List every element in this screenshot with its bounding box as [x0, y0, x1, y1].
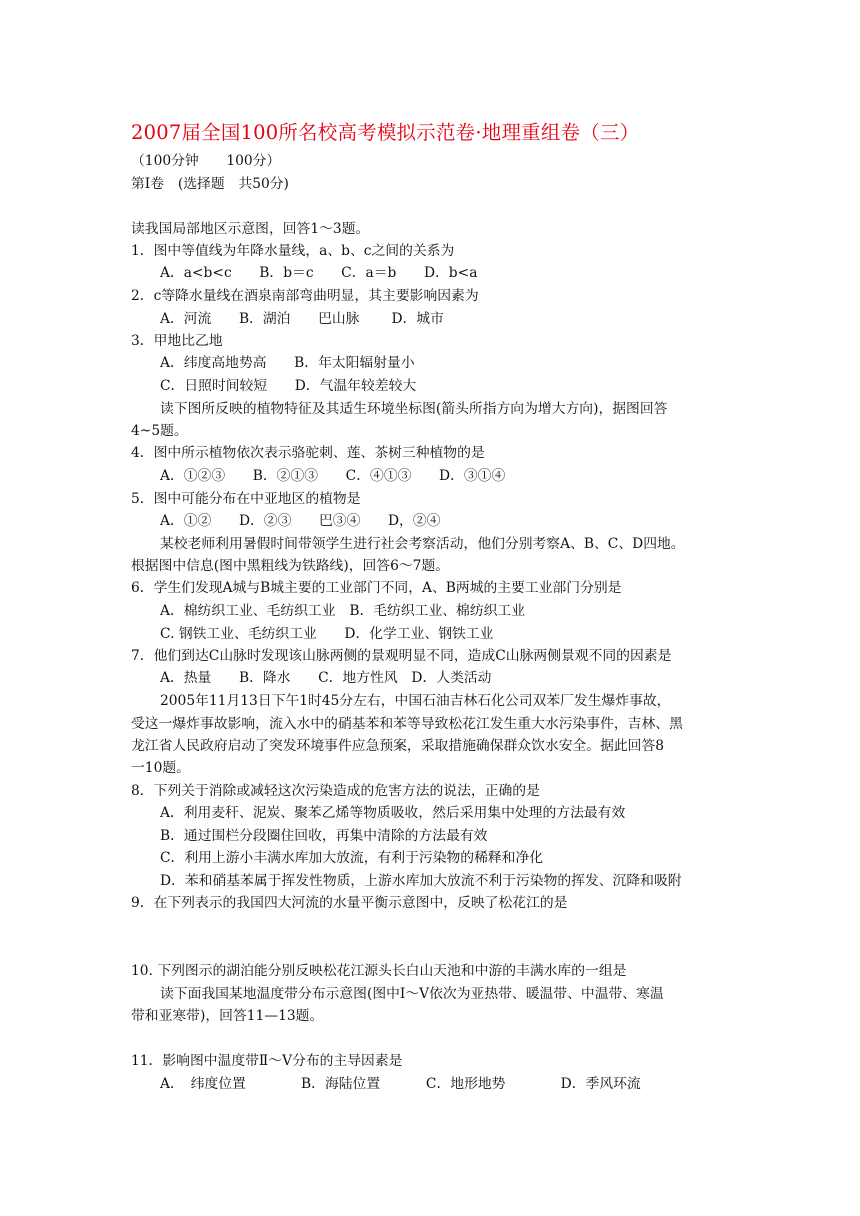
question-7-options: A．热量 B．降水 C．地方性风 D．人类活动 — [160, 670, 492, 686]
time-score-line: （100分钟 100分） — [131, 153, 281, 169]
question-7: 7．他们到达C山脉时发现该山脉两侧的景观明显不同，造成C山脉两侧景观不同的因素是 — [131, 648, 672, 664]
question-5-options: A．①② D．②③ 巴③④ D，②④ — [160, 513, 441, 529]
question-9: 9．在下列表示的我国四大河流的水量平衡示意图中，反映了松花江的是 — [131, 895, 568, 911]
question-3-options-ab: A．纬度高地势高 B．年太阳辐射量小 — [160, 355, 415, 371]
question-6: 6．学生们发现A城与B城主要的工业部门不同，A、B两城的主要工业部门分别是 — [131, 580, 622, 596]
question-10: 10. 下列图示的湖泊能分别反映松花江源头长白山天池和中游的丰满水库的一组是 — [131, 963, 627, 979]
question-8-option-d: D．苯和硝基苯属于挥发性物质，上游水库加大放流不利于污染物的挥发、沉降和吸附 — [160, 873, 682, 889]
question-6-options-cd: C. 钢铁工业、毛纺织工业 D．化学工业、钢铁工业 — [160, 626, 494, 642]
question-3: 3．甲地比乙地 — [131, 333, 223, 349]
question-1-options: A．a<b<c B．b＝c C．a＝b D．b<a — [160, 265, 478, 281]
question-8-option-b: B．通过围栏分段圈住回收，再集中清除的方法最有效 — [160, 828, 488, 844]
question-11-options: A． 纬度位置 B．海陆位置 C．地形地势 D．季风环流 — [160, 1076, 641, 1092]
question-4: 4．图中所示植物依次表示骆驼刺、莲、茶树三种植物的是 — [131, 445, 485, 461]
question-6-options-ab: A．棉纺织工业、毛纺织工业 B．毛纺织工业、棉纺织工业 — [160, 603, 526, 619]
question-5: 5．图中可能分布在中亚地区的植物是 — [131, 491, 361, 507]
passage-pollution-2: 受这一爆炸事故影响，流入水中的硝基苯和苯等导致松花江发生重大水污染事件，吉林、黑 — [131, 716, 683, 732]
passage-field-trip: 某校老师利用暑假时间带领学生进行社会考察活动，他们分别考察A、B、C、D四地。 — [160, 536, 685, 552]
passage-pollution: 2005年11月13日下午1时45分左右，中国石油吉林石化公司双苯厂发生爆炸事故， — [160, 693, 671, 709]
question-8-option-a: A．利用麦秆、泥炭、聚苯乙烯等物质吸收，然后采用集中处理的方法最有效 — [160, 805, 626, 821]
question-2: 2．c等降水量线在酒泉南部弯曲明显，其主要影响因素为 — [131, 288, 479, 304]
question-8-option-c: C．利用上游小丰满水库加大放流，有利于污染物的稀释和净化 — [160, 850, 544, 866]
passage-pollution-3: 龙江省人民政府启动了突发环境事件应急预案，采取措施确保群众饮水安全。据此回答8 — [131, 738, 665, 754]
question-4-options: A．①②③ B．②①③ C．④①③ D．③①④ — [160, 468, 506, 484]
passage-temperature: 读下面我国某地温度带分布示意图(图中Ⅰ～Ⅴ依次为亚热带、暖温带、中温带、寒温 — [160, 986, 664, 1002]
passage-intro: 读我国局部地区示意图，回答1～3题。 — [131, 221, 370, 237]
document-title: 2007届全国100所名校高考模拟示范卷·地理重组卷（三） — [131, 121, 640, 144]
question-1: 1．图中等值线为年降水量线，a、b、c之间的关系为 — [131, 243, 455, 259]
passage-pollution-4: 一10题。 — [131, 760, 190, 776]
passage-plants: 读下图所反映的植物特征及其适生环境坐标图(箭头所指方向为增大方向)，据图回答 — [160, 401, 668, 417]
question-3-options-cd: C．日照时间较短 D．气温年较差较大 — [160, 378, 417, 394]
section-heading: 第Ⅰ卷 (选择题 共50分) — [131, 176, 289, 192]
question-11: 11．影响图中温度带Ⅱ～Ⅴ分布的主导因素是 — [131, 1053, 403, 1069]
question-8: 8．下列关于消除或减轻这次污染造成的危害方法的说法，正确的是 — [131, 783, 540, 799]
passage-plants-cont: 4~5题。 — [131, 423, 188, 439]
question-2-options: A．河流 B．湖泊 巴山脉 D．城市 — [160, 311, 444, 327]
passage-field-trip-cont: 根据图中信息(图中黑粗线为铁路线)，回答6～7题。 — [131, 558, 450, 574]
passage-temperature-cont: 带和亚寒带)，回答11—13题。 — [131, 1008, 324, 1024]
